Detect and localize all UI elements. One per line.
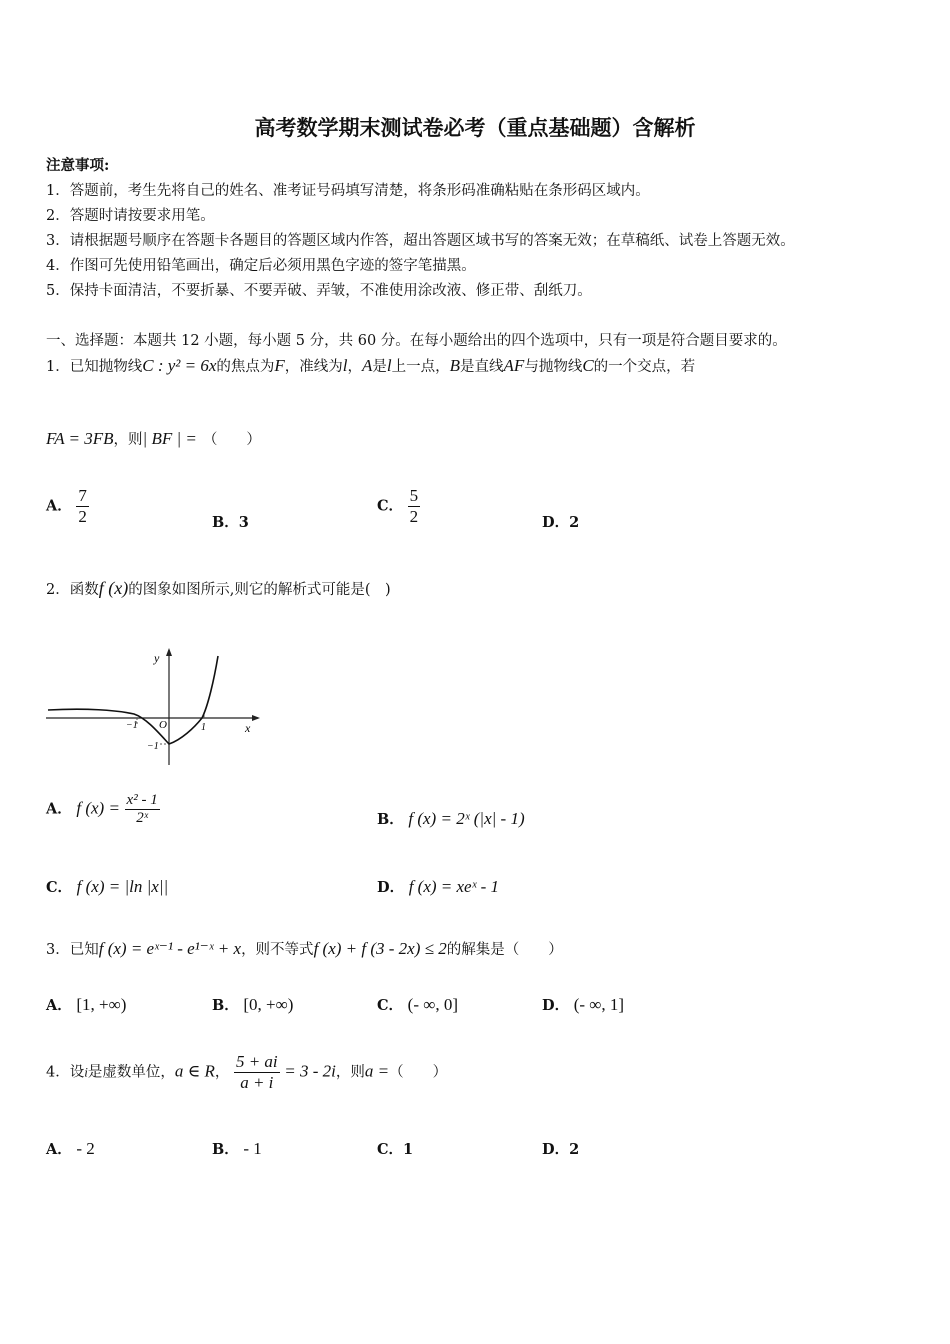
section-heading: 一、选择题：本题共 12 小题，每小题 5 分，共 60 分。在每小题给出的四个选项中，只有一项是符合题目要求的。	[46, 333, 787, 349]
q1-condition: FA = 3FB	[46, 429, 114, 448]
y-axis-arrow	[166, 648, 172, 656]
question-3-line: 3．已知f (x) = eˣ⁻¹ - e¹⁻ˣ + x，则不等式f (x) + f (3 - 2x) ≤ 2的解集是（ ）	[46, 939, 563, 958]
y-axis-label: y	[154, 651, 160, 665]
q3-option-d: D． (- ∞, 1]	[542, 995, 625, 1014]
origin-label: O	[159, 719, 167, 731]
page-title: 高考数学期末测试卷必考（重点基础题）含解析	[254, 115, 696, 140]
q2-option-a: A． f (x) = $\frac{\text{x² - 1}}{\text{2ˣ}}$	[46, 792, 158, 826]
q1-option-b: B．3	[212, 514, 249, 531]
q4-option-b: B． - 1	[212, 1139, 262, 1158]
tick-label-neg-one-x: −1	[126, 720, 138, 731]
tick-label-pos-one-x: 1	[201, 722, 206, 733]
q1-parabola: C : y² = 6x	[142, 356, 217, 375]
q3-option-b: B． [0, +∞)	[212, 995, 294, 1014]
q4-option-c: C．1	[377, 1141, 414, 1158]
note-item-2: 2．答题时请按要求用笔。	[46, 208, 215, 224]
note-item-4: 4．作图可先使用铅笔画出，确定后必须用黑色字迹的签字笔描黑。	[46, 258, 476, 274]
q4-option-a: A． - 2	[46, 1139, 95, 1158]
tick-label-neg-one-y: −1	[147, 741, 159, 752]
note-item-1: 1．答题前，考生先将自己的姓名、准考证号码填写清楚，将条形码准确粘贴在条形码区域内。	[46, 183, 650, 199]
q1-option-d: D．2	[542, 514, 580, 531]
q2-option-d: D． f (x) = xeˣ - 1	[377, 877, 500, 896]
q2-option-c: C． f (x) = |ln |x||	[46, 877, 169, 896]
q1-option-a: A． $\frac{7}{2}$	[46, 486, 87, 526]
x-axis-arrow	[252, 715, 260, 721]
note-item-3: 3．请根据题号顺序在答题卡各题目的答题区域内作答，超出答题区域书写的答案无效；在草稿纸、试卷上答题无效。	[46, 233, 795, 249]
question-2-line: 2．函数f (x)的图象如图所示,则它的解析式可能是( )	[46, 578, 391, 598]
function-graph	[46, 640, 266, 770]
notes-heading: 注意事项:	[46, 157, 110, 174]
q1-option-c: C． $\frac{5}{2}$	[377, 486, 419, 526]
q4-fraction: $\frac{5 + ai}{a + i}$	[235, 1052, 278, 1092]
question-4-line: 4．设i是虚数单位，a ∈ R， $\frac{5 + ai}{a + i}$ = 3 - 2i，则a =（ ）	[46, 1052, 448, 1092]
x-axis-label: x	[245, 721, 251, 735]
q3-option-a: A． [1, +∞)	[46, 995, 127, 1014]
question-1-line-2: FA = 3FB，则| BF | = （ ）	[46, 429, 261, 448]
q2-option-b: B． f (x) = 2ˣ (|x| - 1)	[377, 809, 525, 828]
q3-option-c: C． (- ∞, 0]	[377, 995, 459, 1014]
q3-function: f (x) = eˣ⁻¹ - e¹⁻ˣ + x	[98, 939, 242, 958]
note-item-5: 5．保持卡面清洁，不要折暴、不要弄破、弄皱，不准使用涂改液、修正带、刮纸刀。	[46, 283, 592, 299]
question-1-line-1: 1．已知抛物线C : y² = 6x的焦点为F，准线为l，A是l上一点，B是直线AF与抛物线C的一个交点，若	[46, 356, 696, 375]
q4-option-d: D．2	[542, 1141, 580, 1158]
q3-inequality: f (x) + f (3 - 2x) ≤ 2	[313, 939, 447, 958]
